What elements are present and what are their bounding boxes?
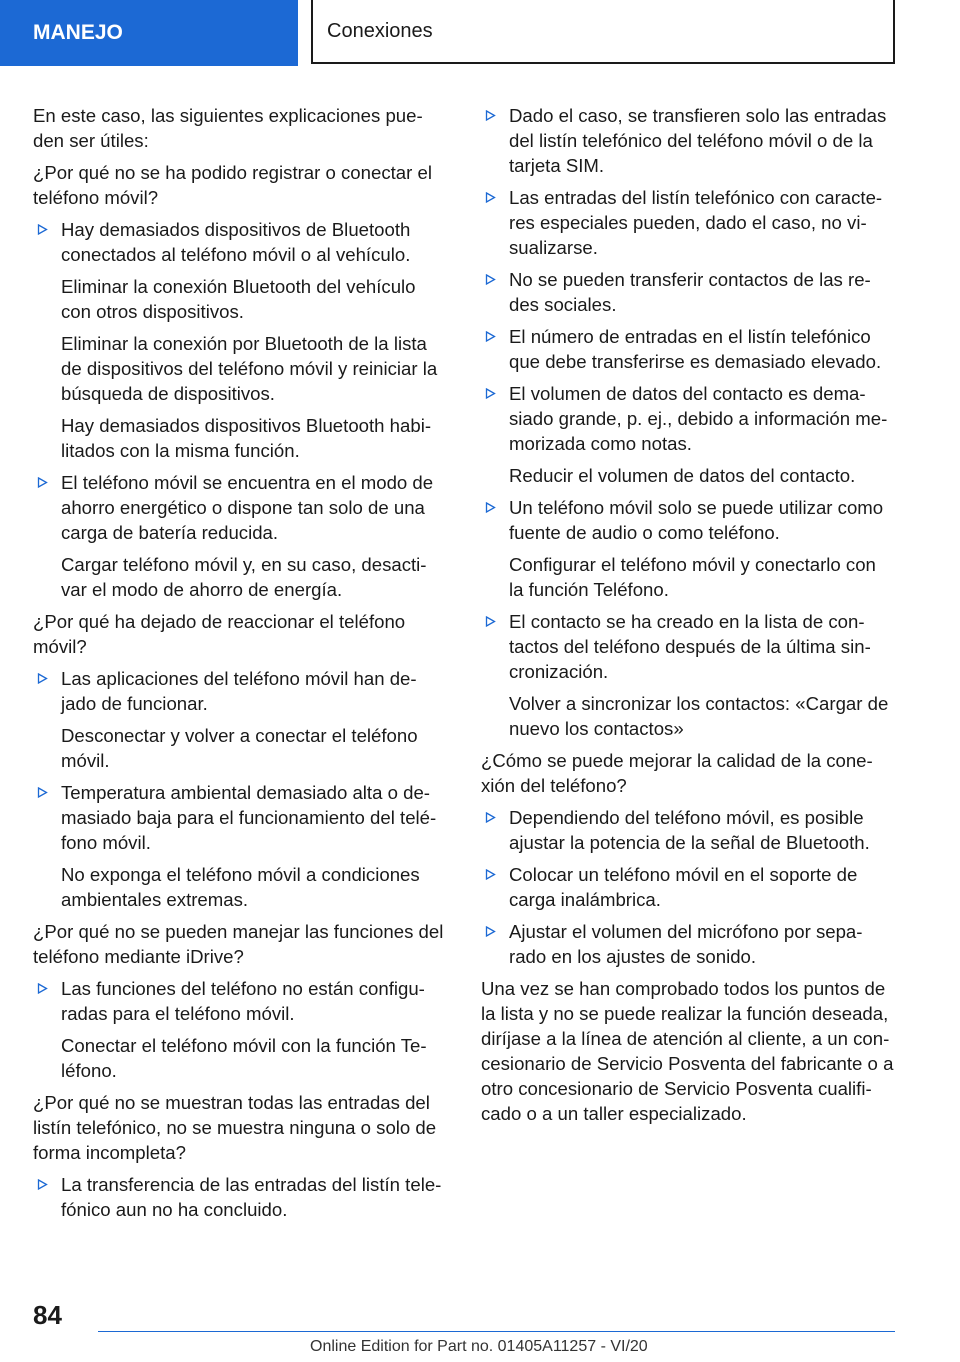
triangle-right-outline-icon: [483, 381, 497, 406]
triangle-right-outline-icon: [35, 470, 49, 495]
list-item-remedy: No exponga el teléfono móvil a condiciones ambientales extremas.: [61, 864, 420, 910]
triangle-right-outline-icon: [483, 609, 497, 634]
list-item: [481, 805, 895, 855]
list-item: [481, 267, 895, 317]
triangle-right-outline-icon: [483, 862, 497, 887]
triangle-right-outline-icon: [483, 805, 497, 830]
list-item: [33, 666, 447, 716]
list-item-text: El teléfono móvil se encuentra en el modo de ahorro energético o dispone tan solo de una carga de batería reducida.: [61, 472, 434, 543]
list-item-remedy: Reducir el volumen de datos del contacto.: [509, 465, 856, 486]
list-item: [481, 185, 895, 260]
list-item-text: Ajustar el volumen del micrófono por sepa- rado en los ajustes de sonido.: [509, 921, 863, 967]
footer-divider: [98, 1331, 895, 1332]
list-item-remedy: Volver a sincronizar los contactos: «Cargar de nuevo los contactos»: [509, 693, 889, 739]
list-item: [481, 103, 895, 178]
list-item-remedy: Cargar teléfono móvil y, en su caso, desacti- var el modo de ahorro de energía.: [61, 554, 427, 600]
triangle-right-outline-icon: [35, 217, 49, 242]
list-item-text: Colocar un teléfono móvil en el soporte de carga inalámbrica.: [509, 864, 858, 910]
list-item-text: La transferencia de las entradas del listín tele- fónico aun no ha concluido.: [61, 1174, 442, 1220]
list-item-remedy: Conectar el teléfono móvil con la función Te- léfono.: [61, 1035, 427, 1081]
list-item-remedy: Hay demasiados dispositivos Bluetooth habi- litados con la misma función.: [61, 415, 432, 461]
chapter-title: Conexiones: [311, 0, 895, 64]
list-item-text: Las funciones del teléfono no están configu- radas para el teléfono móvil.: [61, 978, 425, 1024]
list-item: [33, 1172, 447, 1222]
intro-paragraph: En este caso, las siguientes explicaciones pue- den ser útiles:: [33, 105, 423, 151]
list-item-text: El número de entradas en el listín telefónico que debe transferirse es demasiado elevado.: [509, 326, 882, 372]
left-column: [33, 103, 447, 1229]
footer-edition: Online Edition for Part no. 01405A11257 - VI/20: [310, 1338, 648, 1355]
list-item-remedy: Configurar el teléfono móvil y conectarlo con la función Teléfono.: [509, 554, 876, 600]
list-item: [481, 919, 895, 969]
list-item-text: No se pueden transferir contactos de las re- des sociales.: [509, 269, 871, 315]
list-item: [481, 381, 895, 456]
triangle-right-outline-icon: [483, 267, 497, 292]
list-item: [481, 609, 895, 684]
triangle-right-outline-icon: [35, 976, 49, 1001]
list-item-text: Las aplicaciones del teléfono móvil han de- jado de funcionar.: [61, 668, 417, 714]
triangle-right-outline-icon: [483, 185, 497, 210]
question-heading: ¿Por qué no se muestran todas las entradas del listín telefónico, no se muestra ninguna o solo de forma incompleta?: [33, 1092, 437, 1163]
question-heading: ¿Por qué no se ha podido registrar o conectar el teléfono móvil?: [33, 162, 432, 208]
section-tab: MANEJO: [0, 0, 298, 66]
list-item-text: Dado el caso, se transfieren solo las entradas del listín telefónico del teléfono móvil o de la tarjeta SIM.: [509, 105, 887, 176]
list-item: [33, 217, 447, 267]
list-item-text: Hay demasiados dispositivos de Bluetooth conectados al teléfono móvil o al vehículo.: [61, 219, 411, 265]
list-item-remedy: Eliminar la conexión Bluetooth del vehículo con otros dispositivos.: [61, 276, 416, 322]
list-item-text: Las entradas del listín telefónico con caracte- res especiales pueden, dado el caso, no vi- sualizarse.: [509, 187, 883, 258]
list-item-text: Dependiendo del teléfono móvil, es posible ajustar la potencia de la señal de Bluetooth.: [509, 807, 870, 853]
list-item: [481, 862, 895, 912]
question-heading: ¿Por qué ha dejado de reaccionar el teléfono móvil?: [33, 611, 406, 657]
list-item: [33, 976, 447, 1026]
question-heading: ¿Cómo se puede mejorar la calidad de la cone- xión del teléfono?: [481, 750, 873, 796]
triangle-right-outline-icon: [483, 495, 497, 520]
page-number: 84: [33, 1300, 62, 1330]
list-item: [481, 495, 895, 545]
triangle-right-outline-icon: [35, 1172, 49, 1197]
list-item: [33, 470, 447, 545]
list-item-remedy: Desconectar y volver a conectar el teléfono móvil.: [61, 725, 418, 771]
triangle-right-outline-icon: [35, 780, 49, 805]
list-item-text: El contacto se ha creado en la lista de con- tactos del teléfono después de la última sin- cronización.: [509, 611, 871, 682]
question-heading: ¿Por qué no se pueden manejar las funciones del teléfono mediante iDrive?: [33, 921, 444, 967]
triangle-right-outline-icon: [483, 324, 497, 349]
page-header: [0, 0, 960, 66]
list-item: [481, 324, 895, 374]
list-item: [33, 780, 447, 855]
list-item-text: Un teléfono móvil solo se puede utilizar como fuente de audio o como teléfono.: [509, 497, 884, 543]
right-column: [481, 103, 895, 1133]
triangle-right-outline-icon: [35, 666, 49, 691]
closing-paragraph: Una vez se han comprobado todos los puntos de la lista y no se puede realizar la función deseada, diríjase a la línea de atención al cliente, a un con- cesionario de Servicio Posventa del fabricante o a otro concesionario de Servicio Posventa cualifi- cado o a un taller especializado.: [481, 978, 894, 1124]
triangle-right-outline-icon: [483, 103, 497, 128]
list-item-text: Temperatura ambiental demasiado alta o de- masiado baja para el funcionamiento del telé- fono móvil.: [61, 782, 437, 853]
list-item-remedy: Eliminar la conexión por Bluetooth de la lista de dispositivos del teléfono móvil y reiniciar la búsqueda de dispositivos.: [61, 333, 438, 404]
triangle-right-outline-icon: [483, 919, 497, 944]
list-item-text: El volumen de datos del contacto es dema- siado grande, p. ej., debido a información me- morizada como notas.: [509, 383, 888, 454]
